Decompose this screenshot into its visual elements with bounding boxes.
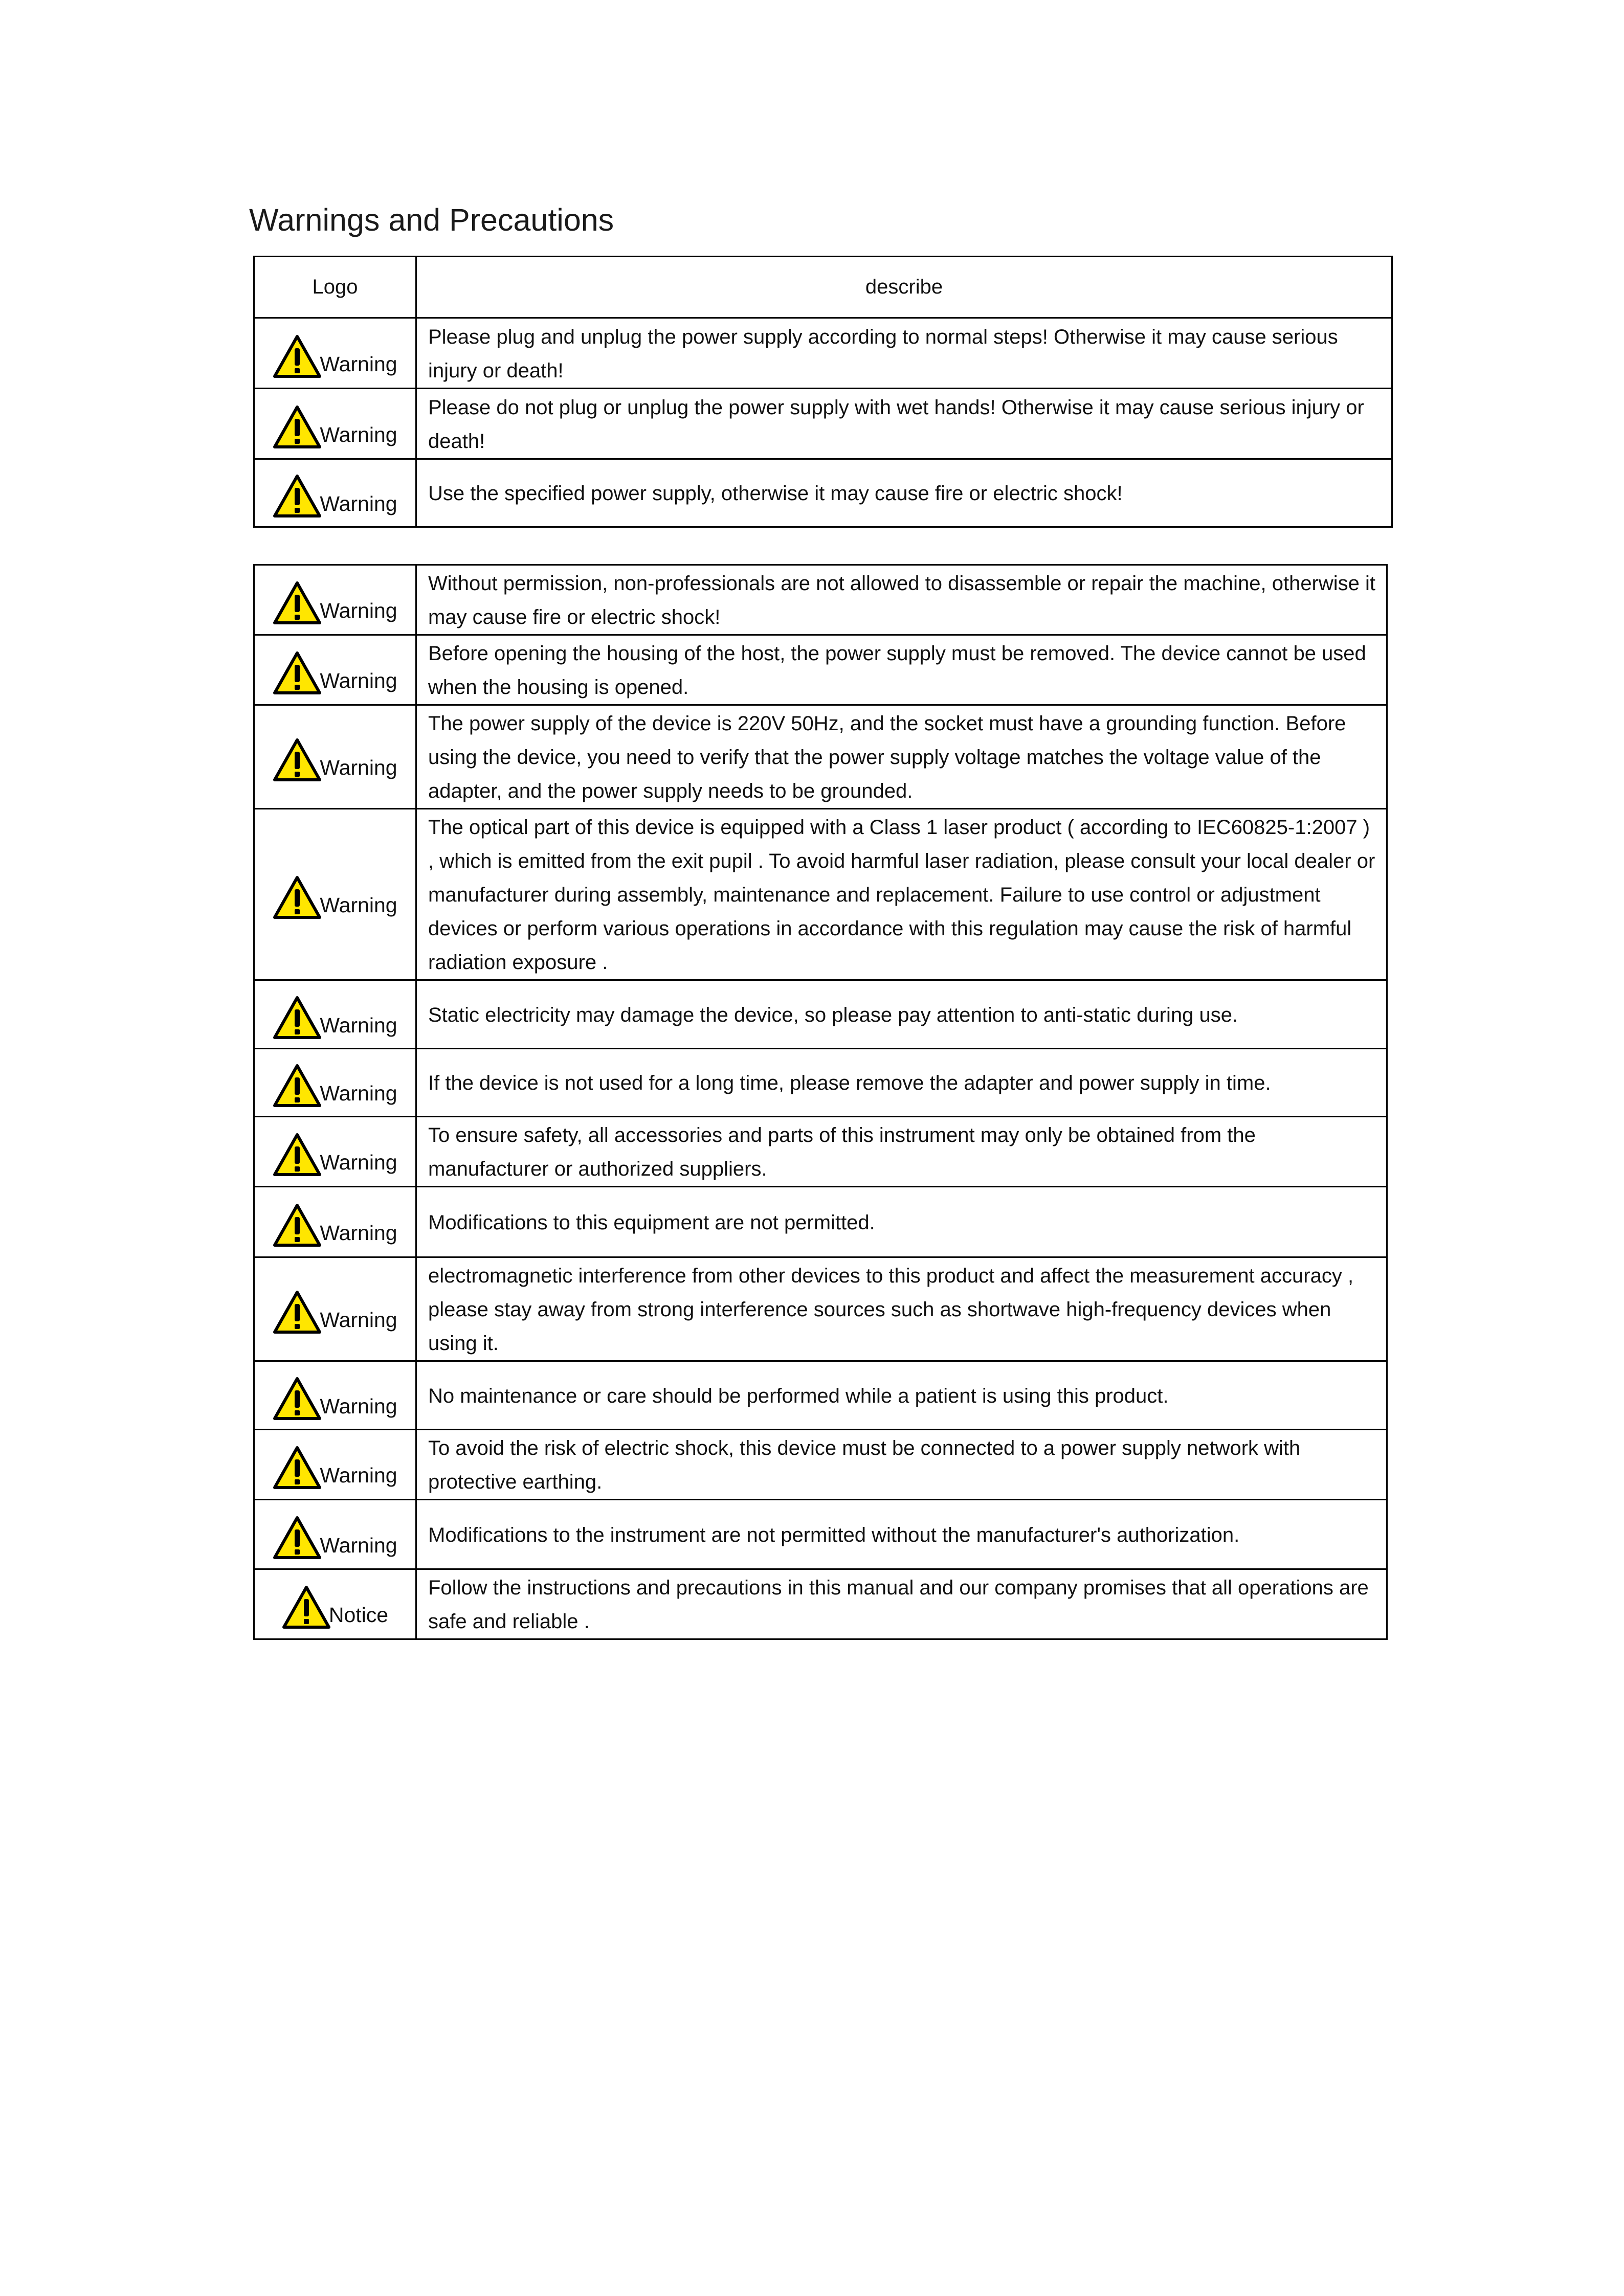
table-row (254, 1361, 1387, 1430)
table-row (254, 1257, 1387, 1361)
table-row (254, 1430, 1387, 1500)
logo-cell (254, 1049, 416, 1117)
warning-label: Warning (320, 492, 397, 515)
logo-cell (254, 565, 416, 635)
warning-label: Warning (320, 669, 397, 692)
description-cell: Before opening the housing of the host, the power supply must be removed. The device cannot be used when the housing is opened. (416, 635, 1387, 705)
table-row (254, 980, 1387, 1049)
warning-triangle-icon (273, 1446, 322, 1490)
warning-triangle-icon (273, 474, 322, 518)
logo-cell (254, 318, 416, 389)
warning-label: Warning (320, 1308, 397, 1332)
table-row (254, 1117, 1387, 1187)
warning-label: Warning (320, 1533, 397, 1557)
warning-label: Warning (320, 1082, 397, 1105)
logo-cell (254, 635, 416, 705)
warning-label: Warning (320, 1464, 397, 1487)
logo-cell (254, 1361, 416, 1430)
warning-triangle-icon (273, 334, 322, 378)
description-cell: Modifications to the instrument are not permitted without the manufacturer's authorization. (416, 1500, 1387, 1569)
description-cell: Follow the instructions and precautions in this manual and our company promises that all operations are safe and reliable . (416, 1569, 1387, 1639)
logo-cell (254, 1569, 416, 1639)
description-cell: Use the specified power supply, otherwise it may cause fire or electric shock! (416, 459, 1392, 527)
logo-cell (254, 1187, 416, 1257)
table-row (254, 389, 1392, 459)
warning-triangle-icon (273, 1203, 322, 1247)
logo-cell (254, 1430, 416, 1500)
logo-cell (254, 980, 416, 1049)
warning-label: Warning (320, 1151, 397, 1174)
warning-triangle-icon (273, 875, 322, 919)
notice-label: Notice (328, 1603, 389, 1627)
warning-label: Warning (320, 352, 397, 376)
warning-label: Warning (320, 599, 397, 622)
description-cell: No maintenance or care should be performed while a patient is using this product. (416, 1361, 1387, 1430)
table-row (254, 1187, 1387, 1257)
warning-triangle-icon (273, 1290, 322, 1334)
warning-label: Warning (320, 1221, 397, 1245)
warning-triangle-icon (273, 581, 322, 625)
description-cell: To avoid the risk of electric shock, this device must be connected to a power supply network with protective earthing. (416, 1430, 1387, 1500)
description-cell: The optical part of this device is equipped with a Class 1 laser product ( according to IEC60825-1:2007 ) , which is emitted from the exit pupil . To avoid harmful laser radiation, please consult your local dealer or manufacturer during assembly, maintenance and replacement. Failure to use control or adjustment devices or perform various operations in accordance with this regulation may cause the risk of harmful radiation exposure . (416, 809, 1387, 980)
table-row (254, 809, 1387, 980)
warnings-table-2 (253, 564, 1388, 1640)
logo-column-header: Logo (254, 257, 416, 318)
logo-cell (254, 389, 416, 459)
warning-triangle-icon (273, 1064, 322, 1108)
warning-triangle-icon (273, 405, 322, 449)
table-row (254, 705, 1387, 809)
description-cell: If the device is not used for a long time, please remove the adapter and power supply in time. (416, 1049, 1387, 1117)
warning-triangle-icon (282, 1585, 331, 1629)
description-cell: To ensure safety, all accessories and parts of this instrument may only be obtained from the manufacturer or authorized suppliers. (416, 1117, 1387, 1187)
table-row (254, 565, 1387, 635)
warnings-table-1 (253, 256, 1393, 528)
table-row (254, 459, 1392, 527)
description-cell: Please plug and unplug the power supply according to normal steps! Otherwise it may cause serious injury or death! (416, 318, 1392, 389)
warning-label: Warning (320, 756, 397, 779)
page-title: Warnings and Precautions (249, 202, 614, 237)
table-row (254, 1500, 1387, 1569)
table-row (254, 635, 1387, 705)
logo-cell (254, 705, 416, 809)
warning-label: Warning (320, 1013, 397, 1037)
warning-label: Warning (320, 1394, 397, 1418)
logo-cell (254, 809, 416, 980)
description-cell: electromagnetic interference from other devices to this product and affect the measurement accuracy , please stay away from strong interference sources such as shortwave high-frequency devices when using it. (416, 1257, 1387, 1361)
warning-triangle-icon (273, 651, 322, 695)
warning-label: Warning (320, 422, 397, 446)
table-row (254, 1569, 1387, 1639)
table-row (254, 1049, 1387, 1117)
description-cell: The power supply of the device is 220V 50Hz, and the socket must have a grounding function. Before using the device, you need to verify that the power supply voltage matches the voltage value of the adapter, and the power supply needs to be grounded. (416, 705, 1387, 809)
table-header-row (254, 257, 1392, 318)
logo-cell (254, 1257, 416, 1361)
warning-triangle-icon (273, 738, 322, 782)
description-cell: Modifications to this equipment are not permitted. (416, 1187, 1387, 1257)
warning-triangle-icon (273, 1516, 322, 1560)
table-row (254, 318, 1392, 389)
warning-triangle-icon (273, 996, 322, 1040)
warning-label: Warning (320, 893, 397, 917)
warning-triangle-icon (273, 1377, 322, 1421)
logo-cell (254, 459, 416, 527)
warning-triangle-icon (273, 1133, 322, 1177)
description-cell: Without permission, non-professionals are not allowed to disassemble or repair the machine, otherwise it may cause fire or electric shock! (416, 565, 1387, 635)
logo-cell (254, 1500, 416, 1569)
description-cell: Static electricity may damage the device, so please pay attention to anti-static during use. (416, 980, 1387, 1049)
logo-cell (254, 1117, 416, 1187)
describe-column-header: describe (416, 257, 1392, 318)
description-cell: Please do not plug or unplug the power supply with wet hands! Otherwise it may cause serious injury or death! (416, 389, 1392, 459)
